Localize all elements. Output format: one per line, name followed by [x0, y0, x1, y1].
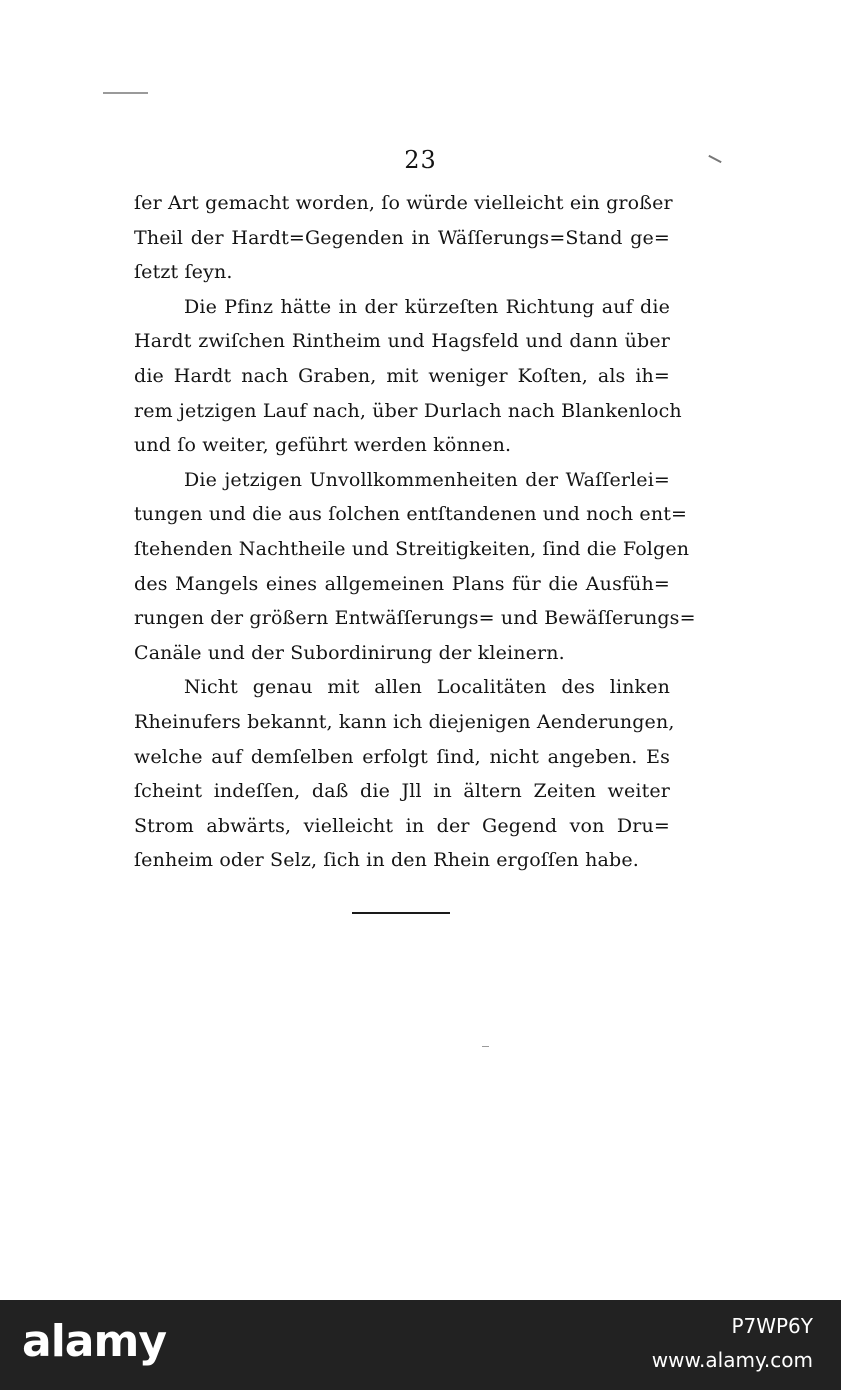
text-line: Die jetzigen Unvollkommenheiten der Waſſerlei= [184, 468, 670, 491]
image-id: P7WP6Y [731, 1314, 813, 1338]
text-line: rungen der größern Entwäſſerungs= und Bewäſſerungs= [134, 607, 696, 630]
watermark-url: www.alamy.com [651, 1348, 813, 1372]
text-line: die Hardt nach Graben, mit weniger Koſten, als ih= [134, 364, 670, 387]
page-number: 23 [404, 146, 437, 174]
text-line: Strom abwärts, vielleicht in der Gegend von Dru= [134, 814, 670, 837]
text-line: und ſo weiter, geführt werden können. [134, 434, 512, 457]
text-line: des Mangels eines allgemeinen Plans für die Ausfüh= [134, 572, 670, 595]
text-line: ſtehenden Nachtheile und Streitigkeiten, ſind die Folgen [134, 537, 690, 560]
text-line: ſenheim oder Selz, ſich in den Rhein ergoſſen habe. [134, 849, 639, 872]
text-line: Hardt zwiſchen Rintheim und Hagsfeld und dann über [134, 330, 670, 353]
scan-artifact [482, 1046, 489, 1047]
text-line: ſetzt ſeyn. [134, 261, 233, 284]
stock-watermark-bar [0, 1300, 841, 1390]
text-line: tungen und die aus ſolchen entſtandenen und noch ent= [134, 503, 688, 526]
body-text [134, 186, 696, 878]
alamy-logo: alamy [22, 1316, 166, 1367]
section-rule [352, 912, 450, 914]
scan-artifact [103, 92, 148, 94]
text-line: rem jetzigen Lauf nach, über Durlach nach Blankenloch [134, 399, 682, 422]
text-line: Theil der Hardt=Gegenden in Wäſſerungs=Stand ge= [134, 226, 670, 249]
text-line: Rheinufers bekannt, kann ich diejenigen Aenderungen, [134, 710, 675, 733]
text-line: welche auf demſelben erfolgt ſind, nicht angeben. Es [134, 745, 670, 768]
text-line: Nicht genau mit allen Localitäten des linken [184, 676, 670, 699]
text-line: Die Pfinz hätte in der kürzeſten Richtung auf die [184, 295, 670, 318]
text-line: ſer Art gemacht worden, ſo würde vielleicht ein großer [134, 192, 673, 214]
text-line: Canäle und der Subordinirung der kleinern. [134, 641, 565, 664]
text-line: ſcheint indeſſen, daß die Jll in ältern Zeiten weiter [134, 780, 670, 803]
